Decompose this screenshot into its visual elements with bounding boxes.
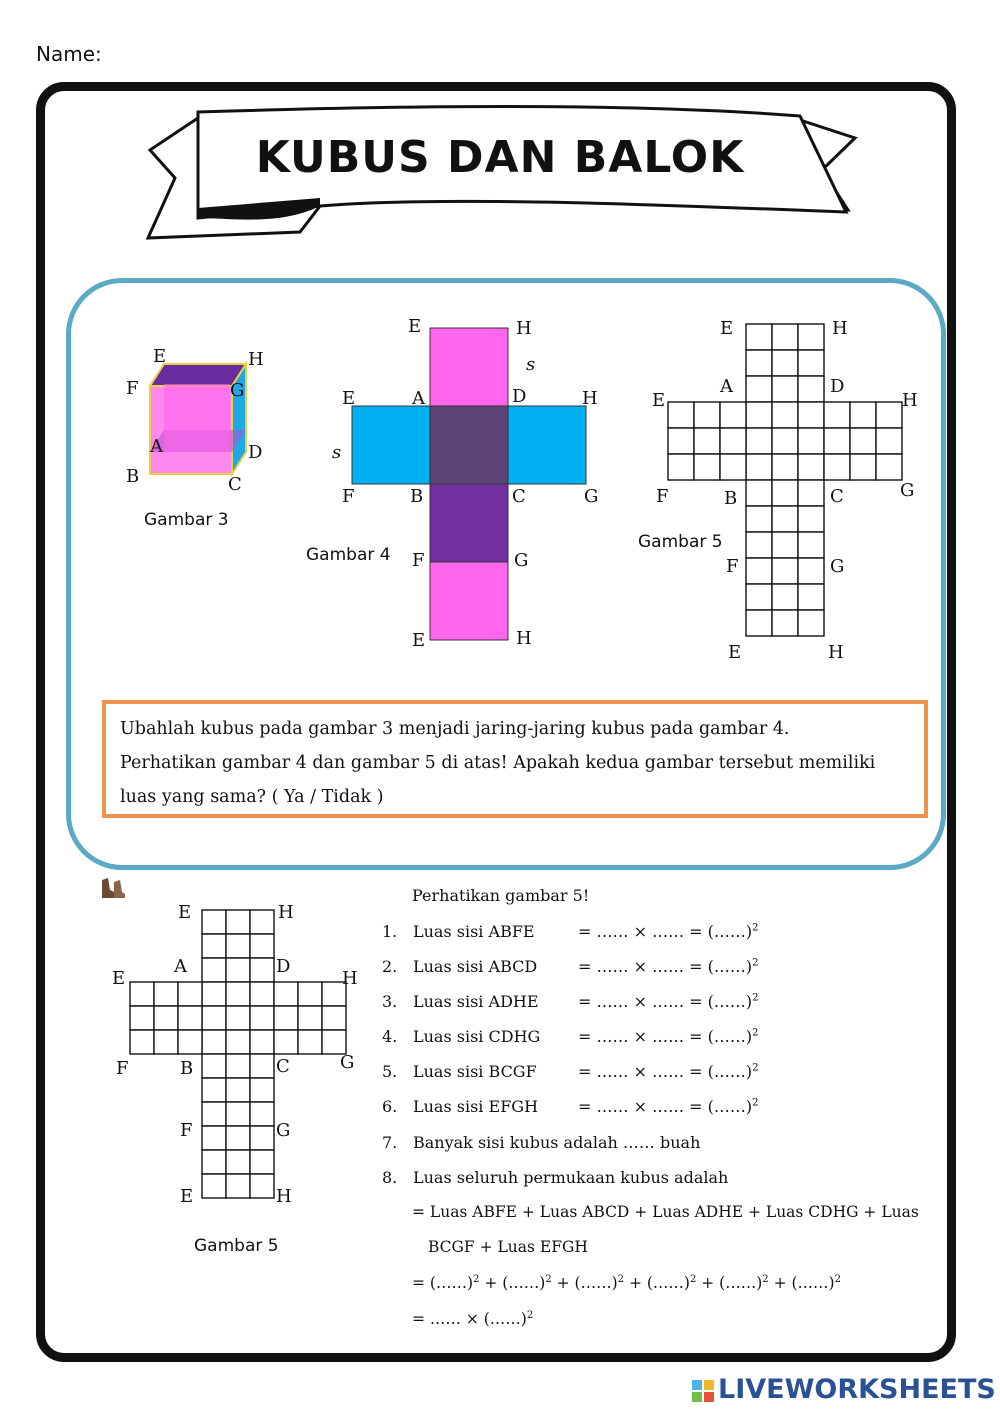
grid-cell [250, 1006, 274, 1030]
question-row [382, 1062, 802, 1092]
vertex-label: C [276, 1056, 290, 1077]
grid-cell [250, 910, 274, 934]
grid-cell [226, 1174, 250, 1198]
question-text: Luas sisi CDHG [413, 1027, 541, 1046]
vertex-label: B [126, 466, 140, 487]
grid-cell [746, 532, 772, 558]
question-row [382, 1097, 802, 1127]
colored-net-figure [326, 312, 616, 662]
vertex-label: E [412, 630, 426, 651]
vertex-label: B [724, 488, 738, 509]
answer-blank[interactable]: = …… × …… = (……)$^2$ [578, 1027, 759, 1046]
grid-cell [250, 1102, 274, 1126]
grid-cell [772, 506, 798, 532]
grid-cell [694, 402, 720, 428]
answer-blank[interactable]: = …… × …… = (……)$^2$ [578, 1097, 759, 1116]
grid-net-figure-bottom [108, 898, 370, 1210]
vertex-label: H [516, 628, 532, 649]
grid-cell [250, 982, 274, 1006]
grid-cell [298, 1030, 322, 1054]
answer-blank[interactable]: = …… × …… = (……)$^2$ [578, 1062, 759, 1081]
grid-cell [746, 428, 772, 454]
grid-cell [274, 982, 298, 1006]
page-title: KUBUS DAN BALOK [255, 132, 745, 183]
vertex-label: B [180, 1058, 194, 1079]
vertex-label: D [276, 956, 291, 977]
vertex-label: F [726, 556, 739, 577]
grid-cell [668, 454, 694, 480]
grid-cell [274, 1030, 298, 1054]
grid-cell [798, 350, 824, 376]
question-row [382, 1168, 802, 1198]
grid-cell [798, 558, 824, 584]
answer-blank[interactable]: = …… × …… = (……)$^2$ [578, 957, 759, 976]
answer-blank[interactable]: = …… × …… = (……)$^2$ [578, 992, 759, 1011]
grid-cell [668, 428, 694, 454]
grid-cell [694, 428, 720, 454]
grid-cell [798, 610, 824, 636]
grid-cell [202, 1102, 226, 1126]
grid-cell [202, 1150, 226, 1174]
grid-cell [226, 1030, 250, 1054]
grid-cell [202, 1030, 226, 1054]
question-number: 7. [382, 1133, 398, 1152]
grid-cell [202, 1174, 226, 1198]
name-label: Name: [36, 42, 102, 66]
vertex-label: H [342, 968, 358, 989]
vertex-label: H [276, 1186, 292, 1207]
question-text: Luas sisi BCGF [413, 1062, 537, 1081]
grid-cell [746, 610, 772, 636]
grid-cell [202, 982, 226, 1006]
vertex-label: F [126, 378, 139, 399]
grid-cell [178, 1030, 202, 1054]
grid-cell [746, 480, 772, 506]
grid-cell [850, 428, 876, 454]
shoe-icon [100, 876, 126, 900]
grid-cell [746, 454, 772, 480]
grid-cell [772, 558, 798, 584]
vertex-label: H [248, 349, 264, 370]
vertex-label: E [153, 346, 167, 367]
grid-cell [226, 1102, 250, 1126]
grid-cell [274, 1006, 298, 1030]
vertex-label: F [656, 486, 669, 507]
question-number: 3. [382, 992, 398, 1011]
vertex-label: D [248, 442, 263, 463]
question-row [382, 1133, 802, 1163]
question-number: 4. [382, 1027, 398, 1046]
grid-cell [746, 558, 772, 584]
answer-blank[interactable]: = …… × (……)$^2$ [412, 1310, 534, 1329]
question-text: Luas sisi ABCD [413, 957, 538, 976]
grid-cell [772, 532, 798, 558]
grid-cell [798, 428, 824, 454]
grid-cell [798, 506, 824, 532]
grid-cell [226, 1054, 250, 1078]
grid-cell [798, 480, 824, 506]
answer-blank[interactable]: Banyak sisi kubus adalah …… buah [413, 1133, 701, 1152]
grid-cell [178, 1006, 202, 1030]
grid-cell [130, 1030, 154, 1054]
grid-cell [226, 1126, 250, 1150]
grid-cell [850, 402, 876, 428]
question-number: 2. [382, 957, 398, 976]
vertex-label: E [178, 902, 192, 923]
vertex-label: C [228, 474, 242, 495]
formula-line: = Luas ABFE + Luas ABCD + Luas ADHE + Luas CDHG + Luas [412, 1203, 919, 1221]
grid-cell [772, 376, 798, 402]
grid-cell [824, 402, 850, 428]
answer-blank[interactable]: = (……)$^2$ + (……)$^2$ + (……)$^2$ + (……)$^2$ + (……)$^2$ + (……)$^2$ [412, 1274, 841, 1293]
vertex-label: G [584, 486, 599, 507]
vertex-label: F [342, 486, 355, 507]
grid-cell [798, 532, 824, 558]
grid-cell [772, 454, 798, 480]
grid-cell [876, 454, 902, 480]
instruction-line: Ubahlah kubus pada gambar 3 menjadi jaring-jaring kubus pada gambar 4. [120, 719, 790, 739]
vertex-label: E [720, 318, 734, 339]
grid-cell [772, 324, 798, 350]
question-number: 1. [382, 922, 398, 941]
grid-cell [772, 584, 798, 610]
vertex-label: E [652, 390, 666, 411]
vertex-label: E [112, 968, 126, 989]
grid-cell [746, 402, 772, 428]
grid-cell [226, 910, 250, 934]
grid-cell [226, 1078, 250, 1102]
figure-caption: Gambar 4 [306, 545, 391, 565]
logo-text: LIVEWORKSHEETS [718, 1374, 996, 1405]
question-row [382, 922, 802, 952]
grid-cell [226, 1150, 250, 1174]
grid-cell [746, 324, 772, 350]
grid-cell [202, 1006, 226, 1030]
vertex-label: H [278, 902, 294, 923]
logo-icon [692, 1380, 714, 1402]
grid-cell [154, 982, 178, 1006]
formula-line: BCGF + Luas EFGH [428, 1238, 588, 1256]
vertex-label: A [174, 956, 187, 977]
side-label: s [526, 354, 536, 375]
grid-cell [746, 376, 772, 402]
question-number: 6. [382, 1097, 398, 1116]
vertex-label: C [830, 486, 844, 507]
side-label: s [332, 442, 342, 463]
question-row [382, 957, 802, 987]
grid-cell [226, 934, 250, 958]
grid-cell [202, 934, 226, 958]
grid-cell [298, 982, 322, 1006]
vertex-label: E [180, 1186, 194, 1207]
instruction-line: luas yang sama? ( Ya / Tidak ) [120, 787, 384, 807]
vertex-label: H [832, 318, 848, 339]
vertex-label: D [512, 386, 527, 407]
grid-cell [154, 1006, 178, 1030]
grid-cell [720, 428, 746, 454]
vertex-label: A [720, 376, 733, 397]
vertex-label: E [342, 388, 356, 409]
question-text: Luas seluruh permukaan kubus adalah [413, 1168, 729, 1187]
question-number: 8. [382, 1168, 398, 1187]
vertex-label: G [830, 556, 845, 577]
grid-cell [250, 1150, 274, 1174]
vertex-label: D [830, 376, 845, 397]
grid-cell [824, 428, 850, 454]
grid-cell [772, 402, 798, 428]
vertex-label: H [902, 390, 918, 411]
vertex-label: A [412, 388, 425, 409]
instruction-box [102, 700, 928, 818]
grid-cell [798, 584, 824, 610]
question-text: Luas sisi ABFE [413, 922, 535, 941]
grid-cell [250, 1078, 274, 1102]
vertex-label: F [412, 550, 425, 571]
grid-cell [798, 324, 824, 350]
grid-cell [178, 982, 202, 1006]
cube-figure [110, 340, 280, 500]
vertex-label: C [512, 486, 526, 507]
grid-cell [746, 350, 772, 376]
grid-cell [226, 982, 250, 1006]
vertex-label: F [116, 1058, 129, 1079]
figure-caption: Gambar 5 [638, 532, 723, 552]
grid-cell [746, 506, 772, 532]
grid-cell [250, 1126, 274, 1150]
questions-title: Perhatikan gambar 5! [412, 886, 590, 905]
grid-cell [746, 584, 772, 610]
grid-cell [876, 428, 902, 454]
grid-cell [668, 402, 694, 428]
grid-cell [322, 1006, 346, 1030]
grid-cell [226, 958, 250, 982]
grid-cell [772, 428, 798, 454]
grid-cell [772, 480, 798, 506]
grid-cell [250, 934, 274, 958]
question-text: Luas sisi ADHE [413, 992, 539, 1011]
vertex-label: G [900, 480, 915, 501]
grid-cell [250, 958, 274, 982]
figure-caption: Gambar 3 [144, 510, 229, 530]
grid-cell [130, 982, 154, 1006]
question-number: 5. [382, 1062, 398, 1081]
grid-cell [798, 454, 824, 480]
grid-cell [798, 402, 824, 428]
vertex-label: E [408, 316, 422, 337]
grid-cell [250, 1054, 274, 1078]
grid-cell [202, 958, 226, 982]
vertex-label: H [828, 642, 844, 663]
grid-cell [694, 454, 720, 480]
vertex-label: G [276, 1120, 291, 1141]
grid-cell [298, 1006, 322, 1030]
vertex-label: G [514, 550, 529, 571]
grid-cell [322, 1030, 346, 1054]
question-text: Luas sisi EFGH [413, 1097, 539, 1116]
grid-cell [250, 1030, 274, 1054]
vertex-label: B [410, 486, 424, 507]
grid-cell [824, 454, 850, 480]
grid-cell [202, 1078, 226, 1102]
grid-cell [772, 610, 798, 636]
vertex-label: H [582, 388, 598, 409]
vertex-label: E [728, 642, 742, 663]
figure-caption: Gambar 5 [194, 1236, 279, 1256]
answer-blank[interactable]: = …… × …… = (……)$^2$ [578, 922, 759, 941]
grid-cell [154, 1030, 178, 1054]
vertex-label: F [180, 1120, 193, 1141]
vertex-label: G [230, 380, 245, 401]
grid-cell [876, 402, 902, 428]
question-row [382, 992, 802, 1022]
grid-cell [202, 1126, 226, 1150]
vertex-label: A [150, 436, 163, 457]
vertex-label: G [340, 1052, 355, 1073]
instruction-line: Perhatikan gambar 4 dan gambar 5 di atas! Apakah kedua gambar tersebut memiliki [120, 753, 876, 773]
grid-cell [202, 910, 226, 934]
grid-cell [202, 1054, 226, 1078]
grid-cell [772, 350, 798, 376]
grid-cell [720, 402, 746, 428]
grid-cell [798, 376, 824, 402]
liveworksheets-logo [692, 1374, 996, 1405]
grid-net-figure-top [640, 312, 930, 664]
grid-cell [850, 454, 876, 480]
vertex-label: H [516, 318, 532, 339]
grid-cell [250, 1174, 274, 1198]
grid-cell [226, 1006, 250, 1030]
grid-cell [130, 1006, 154, 1030]
grid-cell [720, 454, 746, 480]
question-row [382, 1027, 802, 1057]
